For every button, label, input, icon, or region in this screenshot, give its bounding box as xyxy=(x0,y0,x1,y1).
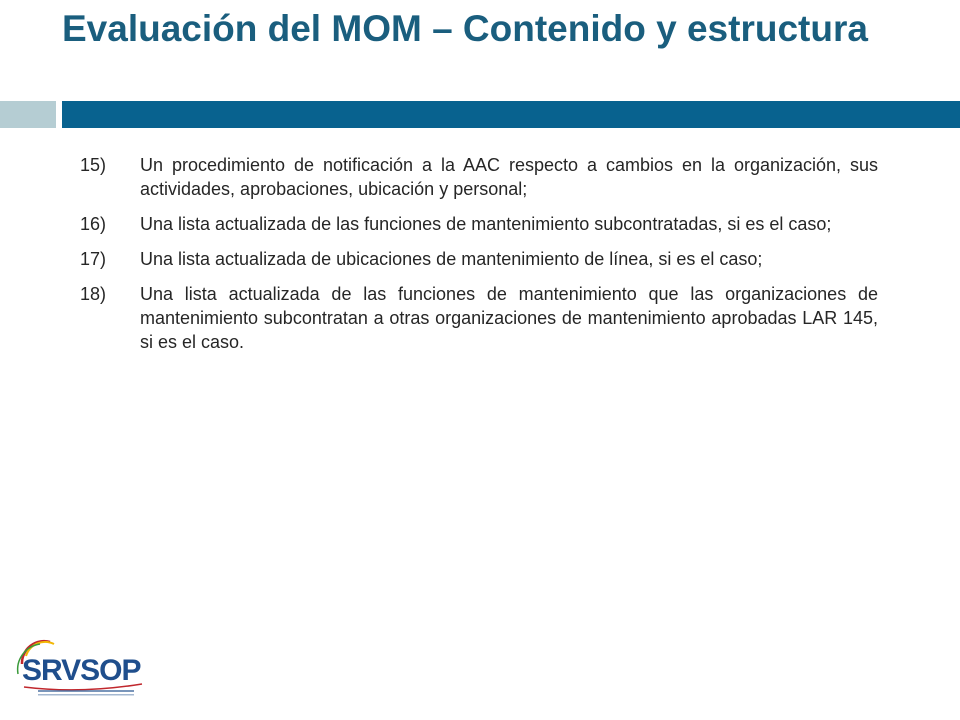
requirements-list xyxy=(80,153,878,365)
list-item xyxy=(80,247,878,271)
list-item-text: Una lista actualizada de las funciones de mantenimiento subcontratadas, si es el caso; xyxy=(140,214,832,234)
list-item-number: 17) xyxy=(80,249,107,269)
slide-title: Evaluación del MOM – Contenido y estructura xyxy=(62,8,868,49)
list-item xyxy=(80,153,878,201)
list-item-text: Un procedimiento de notificación a la AAC respecto a cambios en la organización, sus actividades, aprobaciones, ubicación y personal; xyxy=(140,155,878,199)
logo-tagline-line xyxy=(38,690,134,692)
title-divider-bar xyxy=(62,101,960,128)
list-item-text: Una lista actualizada de ubicaciones de mantenimiento de línea, si es el caso; xyxy=(140,249,763,269)
srvsop-logo xyxy=(10,634,150,700)
title-accent-bar xyxy=(0,101,56,128)
list-item-number: 18) xyxy=(80,284,107,304)
list-item-number: 15) xyxy=(80,155,107,175)
list-item-number: 16) xyxy=(80,214,107,234)
list-item-text: Una lista actualizada de las funciones de mantenimiento que las organizaciones de mantenimiento subcontratan a otras organizaciones de mantenimiento aprobadas LAR 145, si es el caso. xyxy=(140,284,878,352)
srvsop-logo-graphic xyxy=(10,634,150,700)
list-item xyxy=(80,212,878,236)
logo-tagline-line xyxy=(38,694,134,696)
svg-text:SRVSOP: SRVSOP xyxy=(22,654,141,687)
list-item xyxy=(80,282,878,354)
